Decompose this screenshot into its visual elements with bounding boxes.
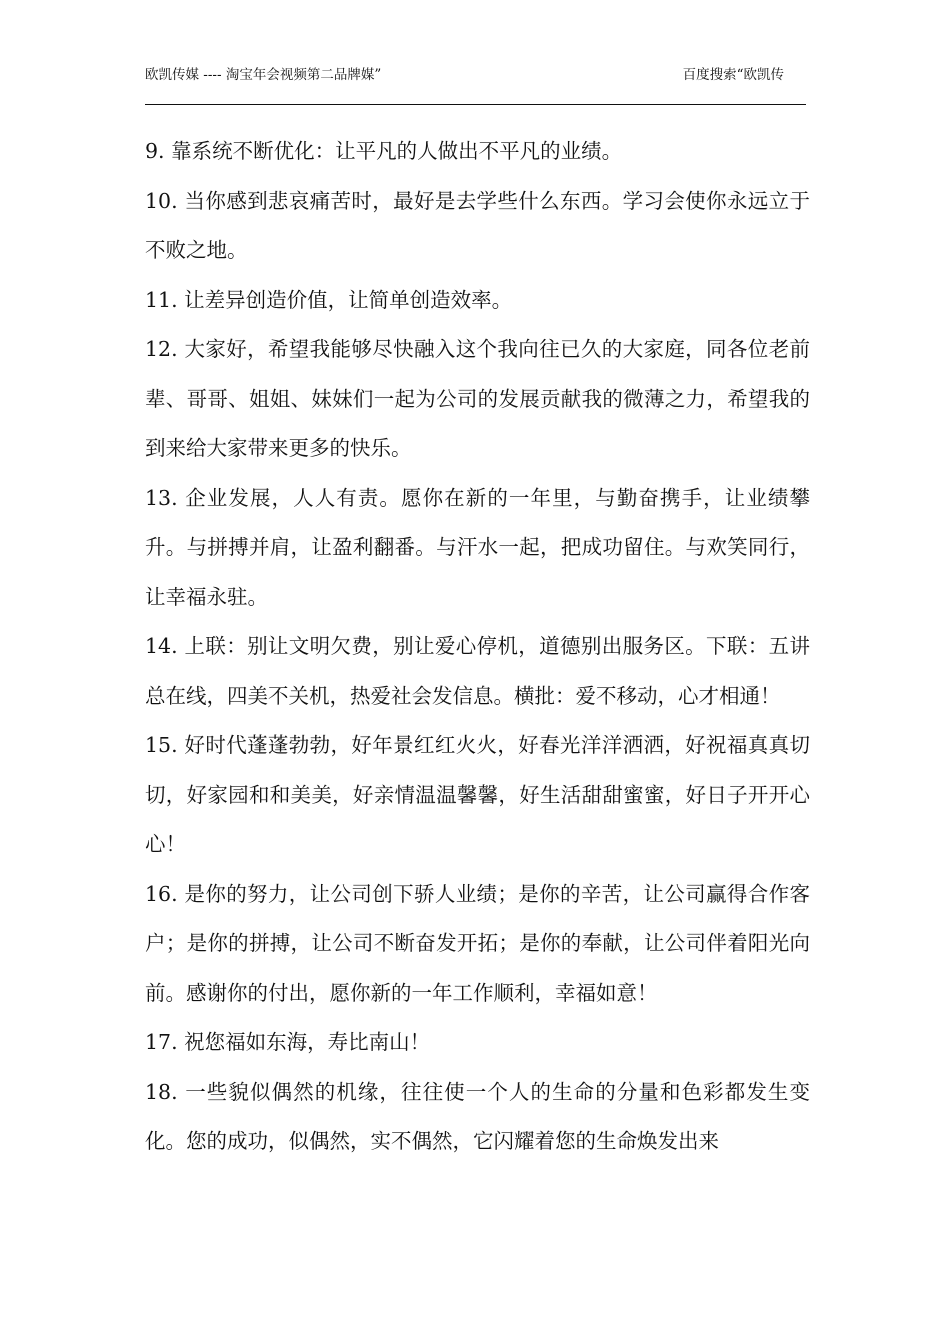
paragraph-9: 9. 靠系统不断优化：让平凡的人做出不平凡的业绩。 xyxy=(145,139,623,163)
paragraph-18: 18. 一些貌似偶然的机缘，往往使一个人的生命的分量和色彩都发生变化。您的成功，似偶然，实不偶然，它闪耀着您的生命焕发出来 xyxy=(145,1079,810,1153)
paragraph-17: 17. 祝您福如东海，寿比南山！ xyxy=(145,1030,431,1054)
paragraph-15: 15. 好时代蓬蓬勃勃，好年景红红火火，好春光洋洋洒洒，好祝福真真切切，好家园和和美美，好亲情温温馨馨，好生活甜甜蜜蜜，好日子开开心心！ xyxy=(145,733,810,856)
paragraph-10: 10. 当你感到悲哀痛苦时，最好是去学些什么东西。学习会使你永远立于不败之地。 xyxy=(145,188,810,262)
paragraph-13: 13. 企业发展，人人有责。愿你在新的一年里，与勤奋携手，让业绩攀升。与拼搏并肩，让盈利翻番。与汗水一起，把成功留住。与欢笑同行，让幸福永驻。 xyxy=(145,485,810,609)
document-body xyxy=(145,127,810,1167)
header-right-text: 百度搜索“欧凯传 xyxy=(682,67,784,83)
page-header xyxy=(145,66,806,104)
paragraph-11: 11. 让差异创造价值，让简单创造效率。 xyxy=(145,287,513,312)
paragraph-16: 16. 是你的努力，让公司创下骄人业绩；是你的辛苦，让公司赢得合作客户；是你的拼搏，让公司不断奋发开拓；是你的奉献，让公司伴着阳光向前。感谢你的付出，愿你新的一年工作顺利，幸福如意！ xyxy=(145,881,810,1005)
paragraph-12: 12. 大家好，希望我能够尽快融入这个我向往已久的大家庭，同各位老前辈、哥哥、姐姐、妹妹们一起为公司的发展贡献我的微薄之力，希望我的到来给大家带来更多的快乐。 xyxy=(145,337,810,460)
header-divider xyxy=(145,104,806,105)
header-left-text: 欧凯传媒 ---- 淘宝年会视频第二品牌媒” xyxy=(145,67,382,83)
paragraph-14: 14. 上联：别让文明欠费，别让爱心停机，道德别出服务区。下联：五讲总在线，四美不关机，热爱社会发信息。横批：爱不移动，心才相通！ xyxy=(145,634,810,708)
